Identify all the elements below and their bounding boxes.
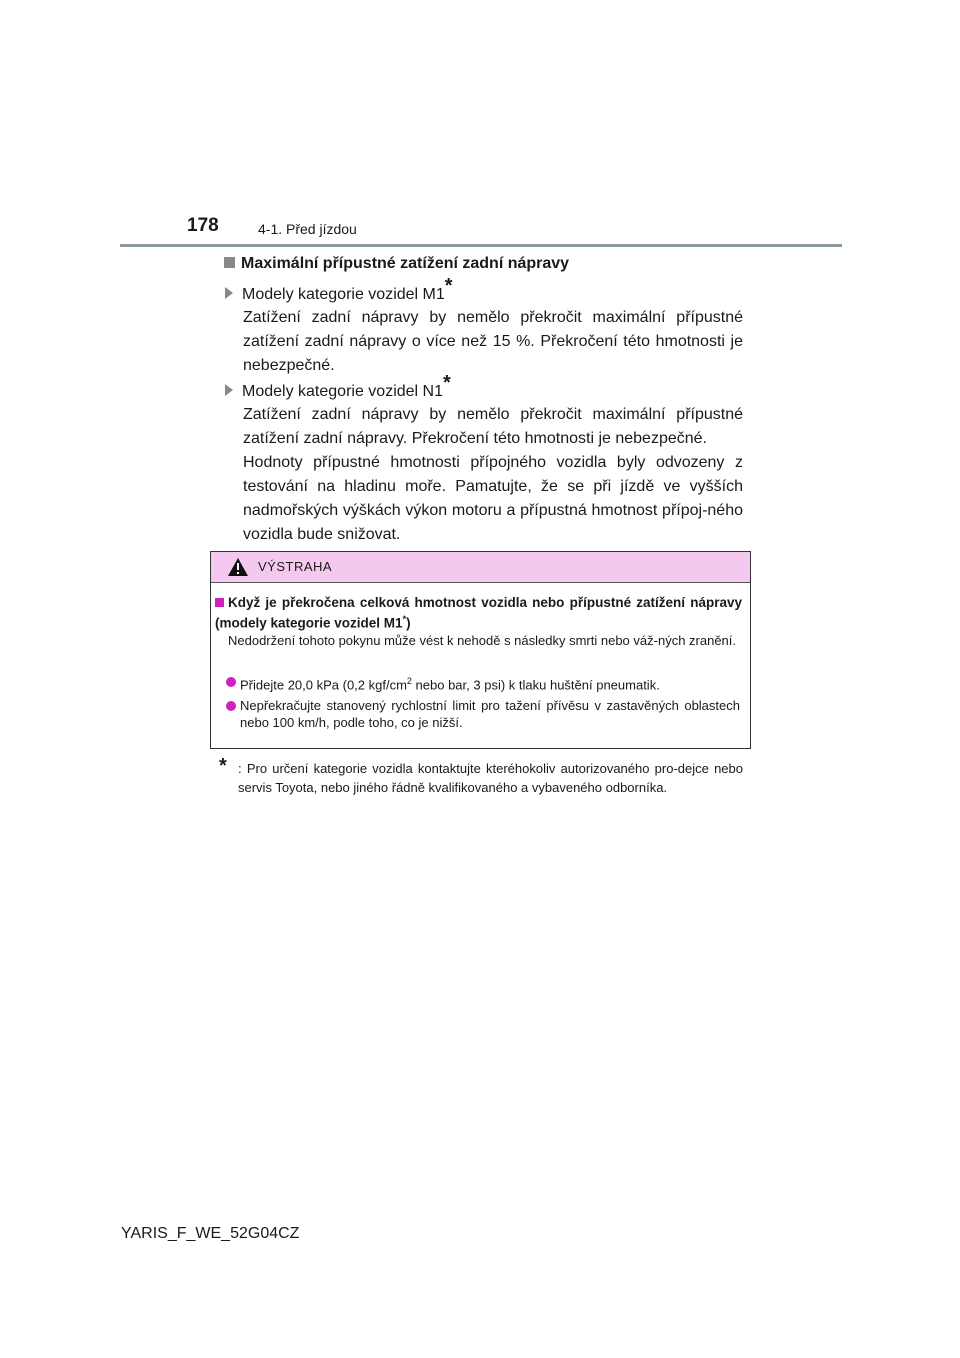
bullet2-text: Nepřekračujte stanovený rychlostní limit pro tažení přívěsu v zastavěných oblastech nebo 100 km/h, podle toho, co je nižší. [240, 698, 740, 730]
asterisk-marker: * [443, 372, 451, 394]
bullet1-superscript: 2 [406, 676, 412, 686]
dot-bullet-icon [226, 677, 236, 687]
square-bullet-icon [224, 257, 235, 268]
warning-triangle-icon [227, 557, 249, 577]
subheading-n1-label: Modely kategorie vozidel N1 [242, 383, 443, 400]
dot-bullet-icon [226, 701, 236, 711]
paragraph-n1: Zatížení zadní nápravy by nemělo překročit maximální přípustné zatížení zadní nápravy. Překročení této hmotnosti je nebezpečné. [243, 406, 743, 447]
subheading-n1 [225, 372, 451, 402]
document-code: YARIS_F_WE_52G04CZ [121, 1225, 300, 1242]
warning-label: VÝSTRAHA [258, 559, 333, 574]
subheading-m1-label: Modely kategorie vozidel M1 [242, 286, 445, 303]
section-heading [224, 255, 569, 273]
footnote-text: : Pro určení kategorie vozidla kontaktujte kteréhokoliv autorizovaného pro-dejce nebo servis Toyota, nebo jiného řádně kvalifikovaného a vybaveného odborníka. [238, 761, 743, 795]
warning-title-text: Když je překročena celková hmotnost vozidla nebo přípustné zatížení nápravy (modely kategorie vozidel M1 [215, 595, 742, 631]
warning-title [215, 594, 742, 632]
section-reference: 4-1. Před jízdou [258, 221, 357, 237]
warning-header [211, 552, 750, 583]
paragraph-m1: Zatížení zadní nápravy by nemělo překročit maximální přípustné zatížení zadní nápravy o více než 15 %. Překročení této hmotnosti je nebezpečné. [243, 309, 743, 374]
warning-body: Nedodržení tohoto pokynu může vést k nehodě s následky smrti nebo váž-ných zranění. [228, 633, 737, 648]
square-bullet-icon [215, 598, 224, 607]
warning-box [210, 551, 751, 749]
triangle-bullet-icon [225, 287, 233, 299]
warning-title-end: ) [406, 615, 411, 631]
warning-bullet-2 [226, 697, 742, 731]
footnote-marker: * [219, 755, 227, 777]
heading-text: Maximální přípustné zatížení zadní nápravy [241, 255, 570, 272]
triangle-bullet-icon [225, 384, 233, 396]
bullet1-text: Přidejte 20,0 kPa (0,2 kgf/cm [240, 677, 407, 693]
bullet1-text-end: nebo bar, 3 psi) k tlaku huštění pneumatik. [411, 677, 660, 693]
asterisk-marker: * [444, 275, 453, 297]
subheading-m1 [225, 275, 453, 305]
footnote [219, 755, 744, 795]
warning-bullet-1 [226, 673, 742, 693]
page-number: 178 [187, 215, 219, 236]
paragraph-n1-trailer: Hodnoty přípustné hmotnosti přípojného vozidla byly odvozeny z testování na hladinu moře. Pamatujte, že se při jízdě ve vyšších nadmořských výškách výkon motoru a přípustná hmotnost přípoj-ného vozidla bude snižovat. [243, 454, 743, 543]
asterisk-marker: * [402, 614, 407, 624]
header-rule [120, 244, 842, 247]
